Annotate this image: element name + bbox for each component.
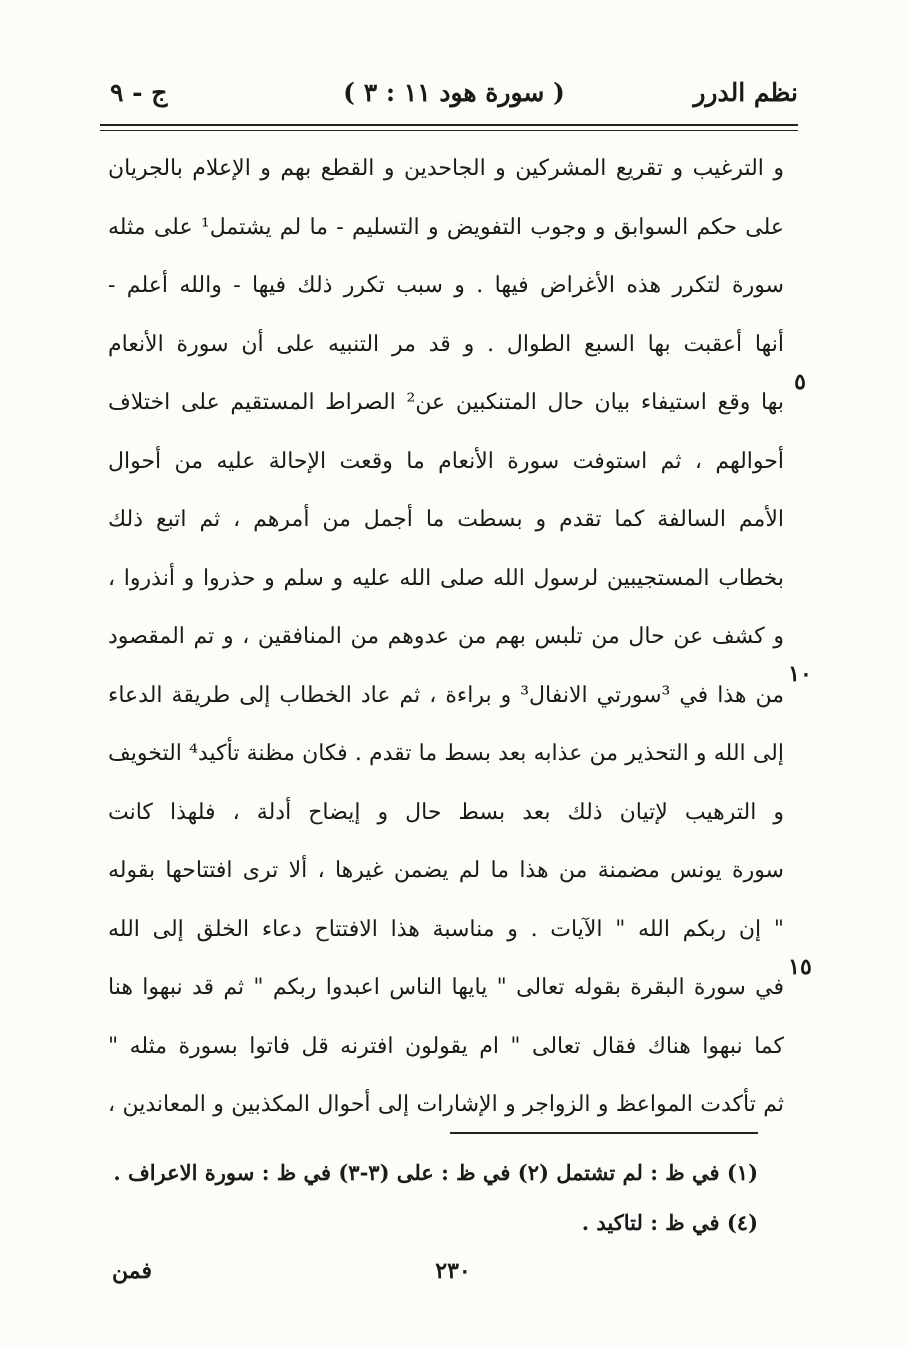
volume-number: ج - ٩ bbox=[110, 78, 168, 107]
footnote: (١) في ظ : لم تشتمل (٢) في ظ : على (٣-٣) في ظ : سورة الاعراف . bbox=[113, 1160, 758, 1185]
text-line: من هذا في ³سورتي الانفال³ و براءة ، ثم عاد الخطاب إلى طريقة الدعاء bbox=[108, 682, 784, 708]
text-line: بها وقع استيفاء بيان حال المتنكبين عن² الصراط المستقيم على اختلاف bbox=[108, 390, 784, 415]
text-line: على حكم السوابق و وجوب التفويض و التسليم - ما لم يشتمل¹ على مثله bbox=[108, 214, 784, 240]
footnote-rule bbox=[450, 1132, 758, 1134]
text-line: أنها أعقبت بها السبع الطوال . و قد مر التنبيه على أن سورة الأنعام bbox=[108, 331, 784, 357]
page-number: ٢٣٠ bbox=[435, 1258, 471, 1284]
catchword: فمن bbox=[112, 1258, 152, 1284]
text-line: سورة يونس مضمنة من هذا ما لم يضمن غيرها ، ألا ترى افتتاحها بقوله bbox=[108, 858, 784, 883]
text-line: و كشف عن حال من تلبس بهم من عدوهم من المنافقين ، و تم المقصود bbox=[108, 624, 784, 649]
line-number: ١٠ bbox=[788, 661, 812, 687]
header-rule-thick bbox=[100, 124, 798, 126]
text-line: أحوالهم ، ثم استوفت سورة الأنعام ما وقعت الإحالة عليه من أحوال bbox=[108, 448, 784, 474]
text-line: إلى الله و التحذير من عذابه بعد بسط ما تقدم . فكان مظنة تأكيد⁴ التخويف bbox=[108, 741, 784, 766]
text-line: كما نبهوا هناك فقال تعالى " ام يقولون افترنه قل فاتوا بسورة مثله " bbox=[108, 1033, 784, 1059]
header-rule-thin bbox=[100, 130, 798, 131]
text-line: بخطاب المستجيبين لرسول الله صلى الله عليه و سلم و حذروا و أنذروا ، bbox=[108, 565, 784, 591]
text-line: في سورة البقرة بقوله تعالى " يايها الناس اعبدوا ربكم " ثم قد نبهوا هنا bbox=[108, 975, 784, 1000]
text-line: و الترغيب و تقريع المشركين و الجاحدين و القطع بهم و الإعلام بالجريان bbox=[108, 156, 784, 181]
text-line: سورة لتكرر هذه الأغراض فيها . و سبب تكرر ذلك فيها - والله أعلم - bbox=[108, 273, 784, 298]
line-number: ١٥ bbox=[788, 954, 812, 980]
book-title: نظم الدرر bbox=[693, 78, 798, 107]
line-number: ٥ bbox=[794, 369, 806, 395]
footnote: (٤) في ظ : لتاكيد . bbox=[581, 1210, 758, 1235]
text-line: الأمم السالفة كما تقدم و بسطت ما أجمل من أمرهم ، ثم اتبع ذلك bbox=[108, 507, 784, 532]
text-line: " إن ربكم الله " الآيات . و مناسبة هذا الافتتاح دعاء الخلق إلى الله bbox=[108, 916, 784, 942]
text-line: و الترهيب لإتيان ذلك بعد بسط حال و إيضاح أدلة ، فلهذا كانت bbox=[108, 799, 784, 825]
footnotes bbox=[108, 1148, 758, 1248]
surah-reference: ( سورة هود ١١ : ٣ ) bbox=[343, 78, 565, 107]
running-header bbox=[110, 72, 798, 122]
body-text bbox=[108, 140, 784, 1135]
text-line: ثم تأكدت المواعظ و الزواجر و الإشارات إلى أحوال المكذبين و المعاندين ، bbox=[108, 1092, 784, 1117]
